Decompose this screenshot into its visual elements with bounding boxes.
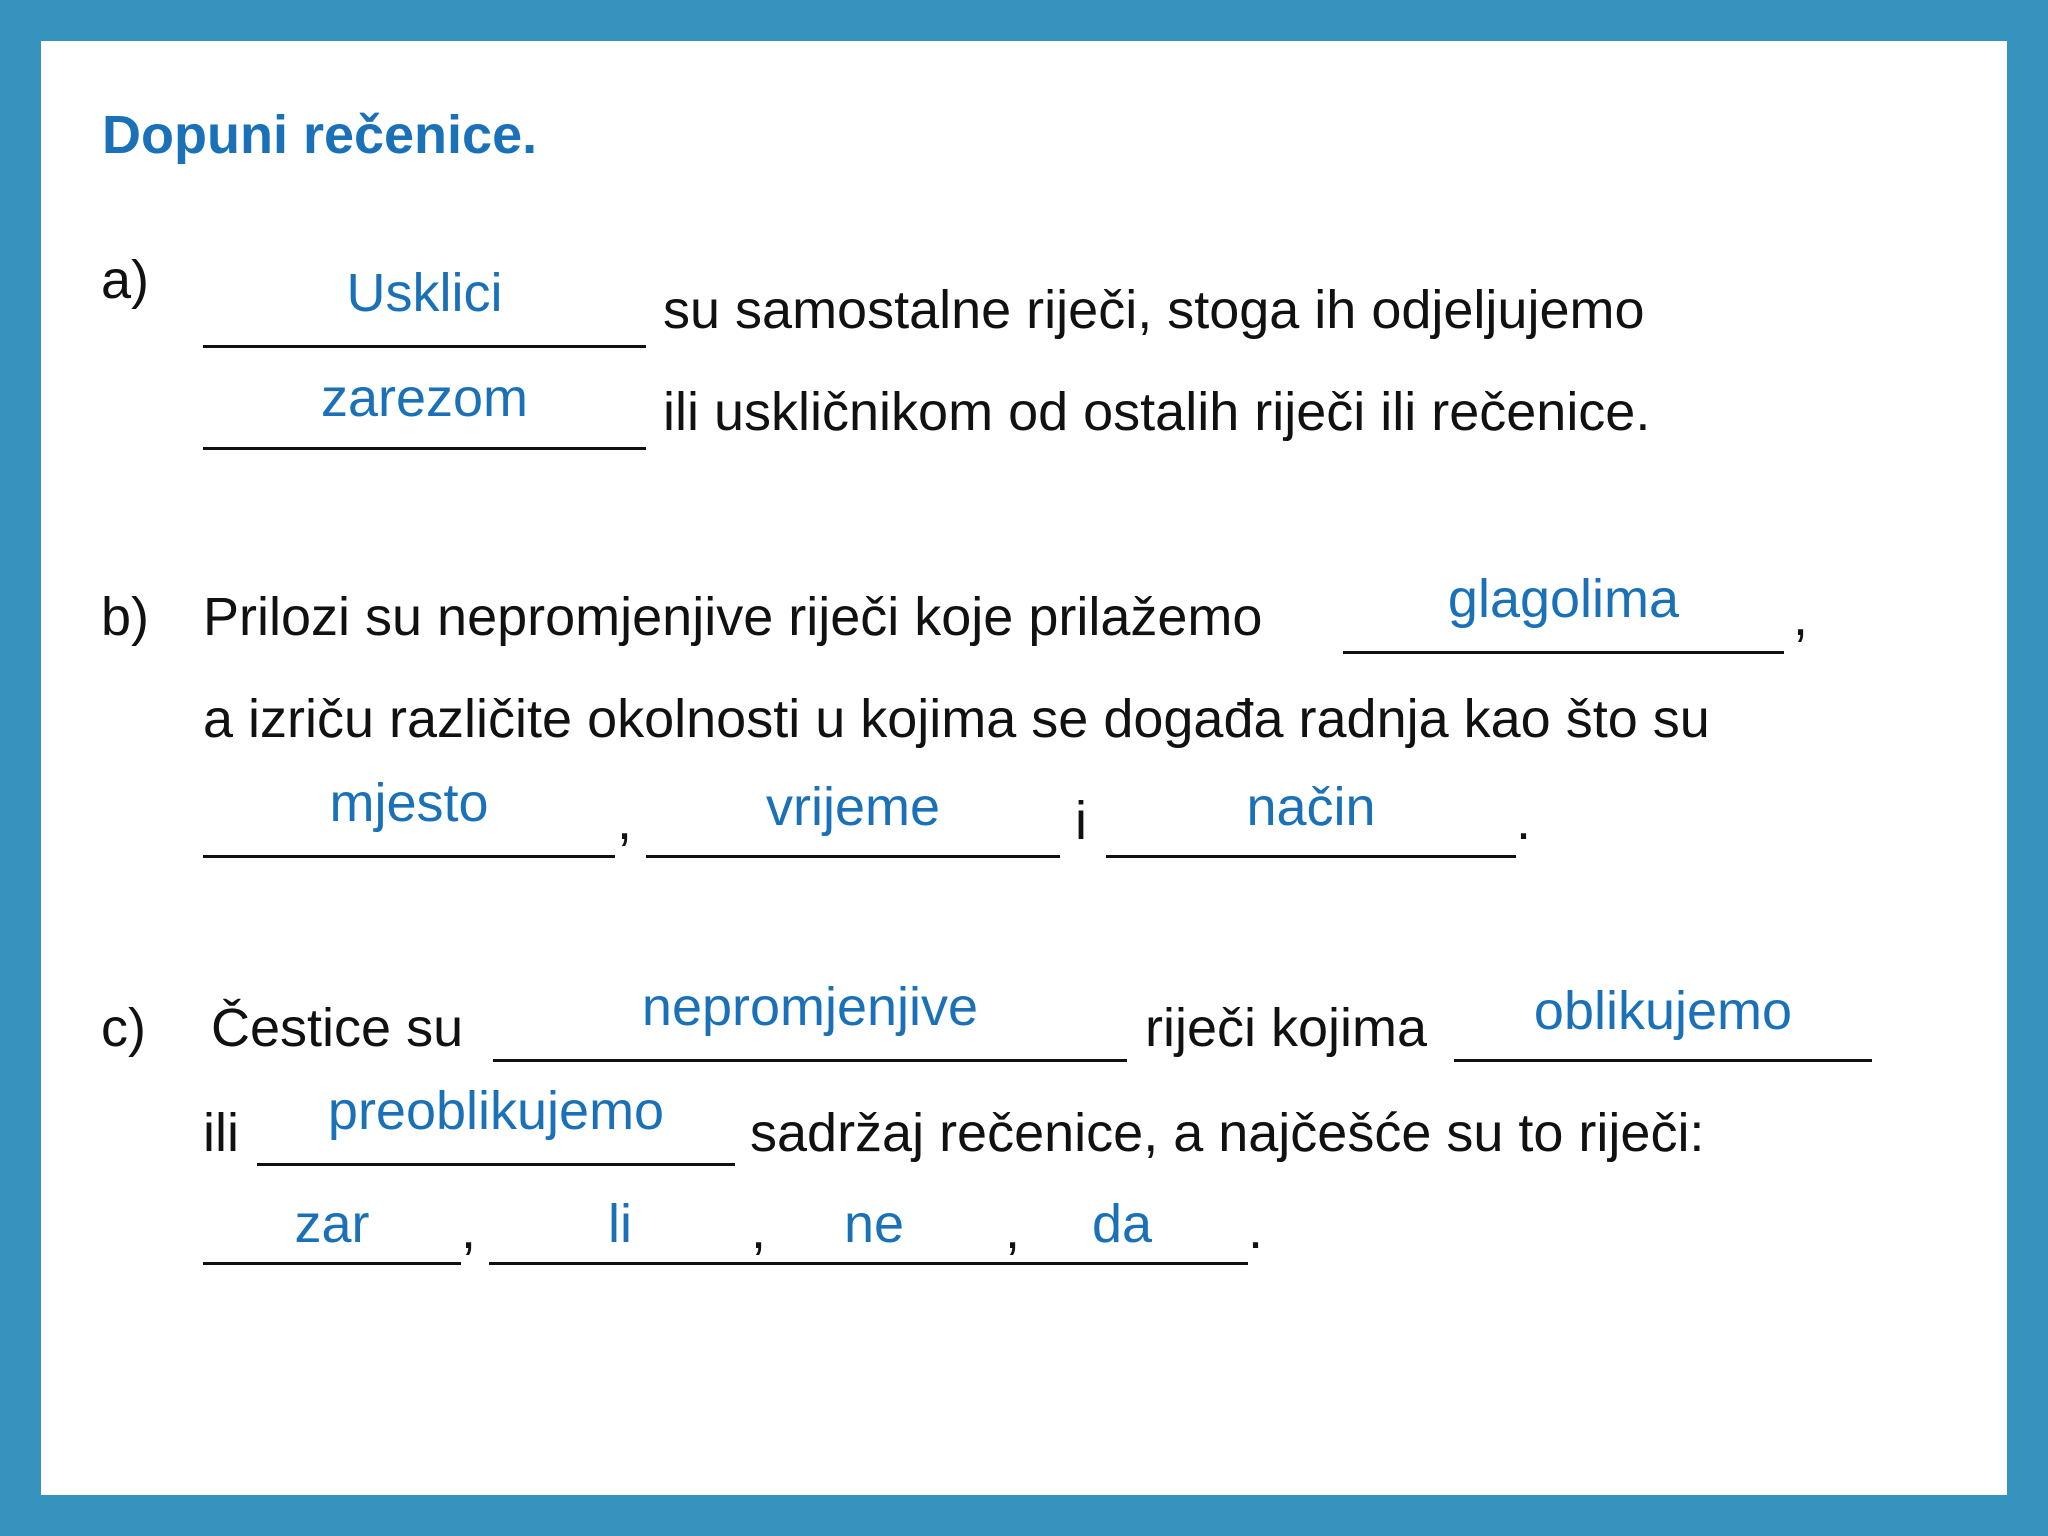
answer-b1: glagolima bbox=[1447, 569, 1680, 629]
answer-c4: zar bbox=[294, 1194, 370, 1254]
blank-b4[interactable] bbox=[1106, 771, 1516, 858]
item-b-end: . bbox=[1516, 791, 1532, 851]
blank-c7[interactable] bbox=[996, 1178, 1248, 1265]
item-b-line1-text: Prilozi su nepromjenjive riječi koje prilažemo bbox=[203, 587, 1263, 647]
item-c-line1-mid: riječi kojima bbox=[1145, 998, 1428, 1058]
item-c-end: . bbox=[1248, 1200, 1264, 1260]
item-a-label: a) bbox=[101, 250, 150, 310]
item-b-comma: , bbox=[617, 791, 633, 851]
comma-c3: , bbox=[1005, 1200, 1021, 1260]
answer-c1: nepromjenjive bbox=[641, 977, 979, 1037]
blank-a2[interactable] bbox=[203, 363, 646, 450]
answer-c5: li bbox=[608, 1194, 632, 1254]
item-b-line2-text: a izriču različite okolnosti u kojima se događa radnja kao što su bbox=[203, 689, 1710, 749]
item-c-label: c) bbox=[101, 998, 146, 1058]
answer-c6: ne bbox=[843, 1194, 905, 1254]
blank-b1[interactable] bbox=[1343, 567, 1784, 654]
page-title: Dopuni rečenice. bbox=[102, 105, 538, 165]
blank-c6[interactable] bbox=[743, 1178, 1005, 1265]
answer-b2: mjesto bbox=[329, 773, 489, 833]
item-c-line2-text: sadržaj rečenice, a najčešće su to riječi: bbox=[750, 1103, 1705, 1163]
blank-b2[interactable] bbox=[203, 771, 615, 858]
item-c-line1-start: Čestice su bbox=[211, 998, 464, 1058]
item-b-label: b) bbox=[101, 587, 150, 647]
blank-b3[interactable] bbox=[646, 771, 1060, 858]
item-a-line2-text: ili uskličnikom od ostalih riječi ili rečenice. bbox=[663, 382, 1651, 442]
answer-c3: preoblikujemo bbox=[327, 1081, 665, 1141]
blank-c5[interactable] bbox=[489, 1178, 751, 1265]
answer-c2: oblikujemo bbox=[1533, 981, 1793, 1041]
answer-a1: Usklici bbox=[346, 263, 503, 323]
answer-a2: zarezom bbox=[320, 368, 529, 428]
worksheet-card bbox=[41, 41, 2007, 1495]
item-a-line1-text: su samostalne riječi, stoga ih odjeljujemo bbox=[663, 280, 1645, 340]
comma-c1: , bbox=[461, 1200, 477, 1260]
blank-c1[interactable] bbox=[493, 975, 1127, 1062]
blank-c2[interactable] bbox=[1454, 975, 1872, 1062]
item-b-and: i bbox=[1075, 791, 1087, 851]
answer-b4: način bbox=[1246, 777, 1376, 837]
answer-c7: da bbox=[1091, 1194, 1153, 1254]
item-b-line1-tail: , bbox=[1793, 587, 1809, 647]
item-c-line2-start: ili bbox=[203, 1103, 239, 1163]
blank-c4[interactable] bbox=[203, 1178, 461, 1265]
answer-b3: vrijeme bbox=[765, 777, 941, 837]
blank-a1[interactable] bbox=[203, 261, 646, 348]
blank-c3[interactable] bbox=[257, 1079, 735, 1166]
comma-c2: , bbox=[751, 1200, 767, 1260]
